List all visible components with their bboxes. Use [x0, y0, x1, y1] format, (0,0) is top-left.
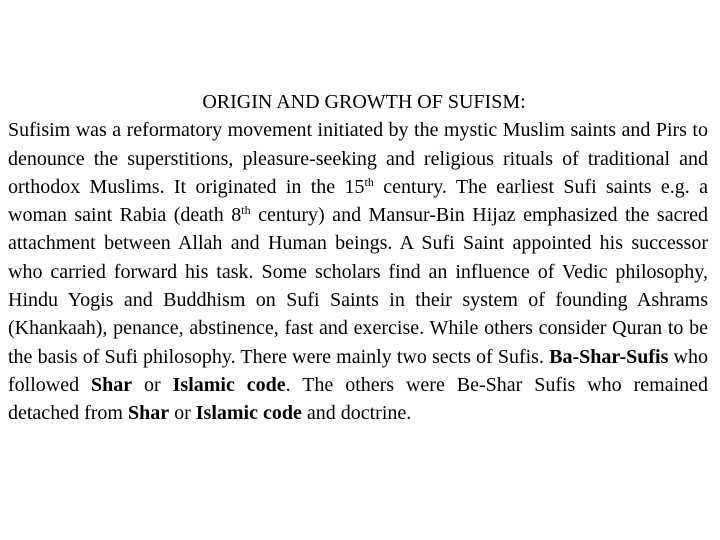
text-run: . The others were Be-Shar Sufis who remained detached from	[8, 373, 708, 425]
body-paragraph	[8, 116, 708, 427]
bold-term: Ba-Shar-Sufis	[549, 345, 669, 368]
bold-term: Shar	[91, 373, 133, 396]
text-run: and doctrine.	[301, 402, 412, 425]
text-run: or	[169, 402, 196, 425]
text-run: century. The earliest Sufi saints e.g. a woman saint Rabia (death 8	[8, 175, 708, 227]
bold-term: Shar	[127, 402, 170, 425]
text-run: century) and Mansur-Bin Hijaz emphasized the sacred attachment between Allah and Human beings. A Sufi Saint appointed his successor who carried forward his task. Some scholars find an influence of Vedic philosophy, Hindu Yogis and Buddhism on Sufi Saints in their system of founding Ashrams (Khankaah), penance, abstinence, fast and exercise. While others consider Quran to be the basis of Sufi philosophy. There were mainly two sects of Sufis.	[8, 204, 708, 368]
bold-term: Islamic code	[195, 402, 302, 425]
text-run: Sufisim was a reformatory movement initiated by the mystic Muslim saints and Pirs to denounce the superstitions, pleasure-seeking and religious rituals of traditional and orthodox Muslims. It originated in the 15	[8, 119, 708, 198]
text-run: or	[132, 373, 173, 396]
text-block	[8, 88, 708, 428]
ordinal-suffix: th	[241, 203, 251, 218]
heading-title: ORIGIN AND GROWTH OF SUFISM:	[202, 91, 526, 113]
ordinal-suffix: th	[364, 174, 374, 189]
bold-term: Islamic code	[172, 373, 286, 396]
text-run: who followed	[8, 345, 708, 396]
